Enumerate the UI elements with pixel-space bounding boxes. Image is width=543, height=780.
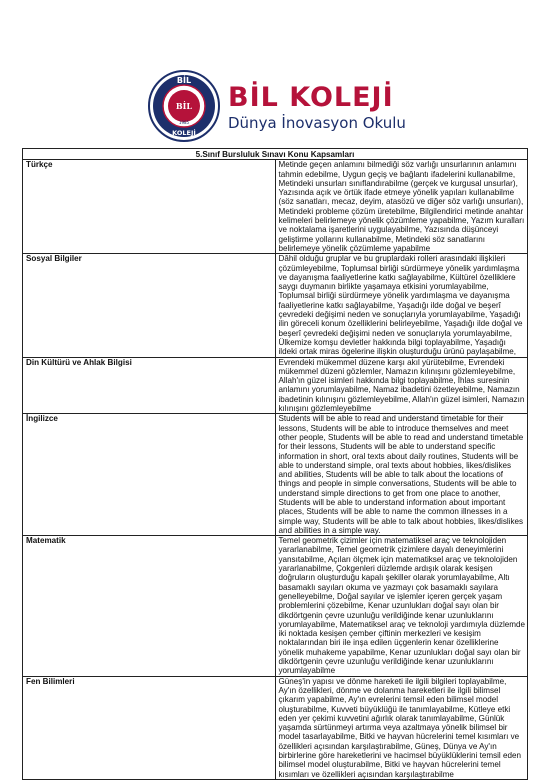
table-title-row [23,149,528,160]
subject-cell: Fen Bilimleri [23,676,276,779]
table-row-sosyal [23,254,528,357]
table-row-fen [23,676,528,779]
logo-ring-text: BİL [176,76,192,85]
content-cell: Metinde geçen anlamını bilmediği söz varlığı unsurlarının anlamını tahmin edebilme, Uygun geçiş ve bağlantı ifadelerini kullanabilme, Metindeki unsurları sınıflandırabilme (gerçek ve kurgusal unsurlar), Yazısında açık ve örtük ifade etmeye yönelik yapıları kullanabilme (söz sanatları, mecaz, deyim, atasözü ve diğer söz varlığı unsurları), Metindeki probleme çözüm üretebilme, Bilgilendirici metinde anahtar kelimeleri belirlemeye yönelik çözümleme yapabilme, Yazım kuralları ve noktalama işaretlerini uygulayabilme, Yazısında düşünceyi geliştirme yollarını kullanabilme, Metindeki söz sanatlarını belirlemeye yönelik çözümleme yapabilme [275,160,528,254]
logo-center-text: BİL [175,101,193,111]
brand-tagline: Dünya İnovasyon Okulu [228,114,406,132]
content-cell: Students will be able to read and understand timetable for their lessons, Students will be able to introduce themselves and meet other people, Students will be able to read and understand timetable for their lessons, Students will be able to understand specific information in short, oral texts about daily routines, Students will be able to understand simple, oral texts about hobbies, likes/dislikes and abilities, Students will be able to talk about the locations of things and people in simple conversations, Students will be able to understand simple directions to get from one place to another, Students will be able to understand information about important places, Students will be able to name the common illnesses in a simple way, Students will be able to talk about hobbies, likes/dislikes and abilities in a simple way. [275,414,528,536]
curriculum-table [22,148,528,780]
content-cell: Evrendeki mükemmel düzene karşı akıl yürütebilme, Evrendeki mükemmel düzeni gözlemler, Namazın kılınışını gözlemleyebilme, Allah'ın güzel isimleri hakkında bilgi toplayabilme, İhlas suresinin anlamını yorumlayabilme, Namaz ibadetini özetleyebilme, Namazın ibadetinin kılınışını gözlemleyebilme, Allah'ın güzel isimleri, Namazın kılınışını gözlemleyebilme [275,357,528,414]
subject-cell: Türkçe [23,160,276,254]
table-row-ingilizce [23,414,528,536]
page-header [0,0,543,148]
table-row-din [23,357,528,414]
content-cell: Temel geometrik çizimler için matematiksel araç ve teknolojiden yararlanabilme, Temel geometrik çizimlere dayalı deneyimlerini yansıtabilme, Açıları ölçmek için matematiksel araç ve teknolojiden yararlanabilme, Çokgenleri düzlemde ardışık olarak kesişen doğruların oluşturduğu kapalı şekiller olarak yorumlayabilme, Altı basamaklı sayıları okuma ve yazmayı çok basamaklı sayılara genelleyebilme, Doğal sayılar ve işlemler içeren gerçek yaşam problemlerini çözebilme, Kenar uzunlukları doğal sayı olan bir dikdörtgenin çevre uzunluğu verildiğinde kenar uzunluklarını yorumlayabilme, Matematiksel araç ve teknoloji yardımıyla düzlemde iki noktada kesişen çember çiftinin merkezleri ve kesişim noktalarından biri ile inşa edilen üçgenlerin kenar özelliklerine yönelik muhakeme yapabilme, Kenar uzunlukları doğal sayı olan bir dikdörtgenin çevre uzunluğu verildiğinde kenar uzunluklarını yorumlayabilme [275,536,528,676]
brand-name: BİL KOLEJİ [228,82,394,113]
table-title: 5.Sınıf Bursluluk Sınavı Konu Kapsamları [23,149,528,160]
bil-koleji-logo [148,70,220,142]
subject-cell: Sosyal Bilgiler [23,254,276,357]
subject-cell: Matematik [23,536,276,676]
subject-cell: Din Kültürü ve Ahlak Bilgisi [23,357,276,414]
table-row-turkce [23,160,528,254]
logo-bottom-text: KOLEJİ [172,129,196,137]
content-cell: Dâhil olduğu gruplar ve bu gruplardaki rolleri arasındaki ilişkileri çözümleyebilme, Toplumsal birliği sürdürmeye yönelik yardımlaşma ve dayanışma faaliyetlerine katkı sağlayabilme, Kültürel özelliklere saygı duymanın birlikte yaşamaya etkisini yorumlayabilme, Toplumsal birliği sürdürmeye yönelik yardımlaşma ve dayanışma faaliyetlerine katkı sağlayabilme, Yaşadığı ilde doğal ve beşerî çevredeki değişimi neden ve sonuçlarıyla yorumlayabilme, Yaşadığı ilin göreceli konum özelliklerini belirleyebilme, Yaşadığı ilde doğal ve beşerî çevredeki değişimi neden ve sonuçlarıyla yorumlayabilme, Ülkemize komşu devletler hakkında bilgi toplayabilme, Yaşadığı ildeki ortak miras ögelerine ilişkin oluşturduğu ürünü paylaşabilme, [275,254,528,357]
brand-block [228,84,406,132]
logo-year: 1985 [178,120,190,125]
subject-cell: İngilizce [23,414,276,536]
content-cell: Güneş'in yapısı ve dönme hareketi ile ilgili bilgileri toplayabilme, Ay'ın özellikleri, dönme ve dolanma hareketleri ile ilgili bilimsel çıkarım yapabilme, Ay'ın evrelerini temsil eden bilimsel model oluşturabilme, Kuvveti büyüklüğü ile tanımlayabilme, Kütleye etki eden yer çekimi kuvvetini ağırlık olarak tanımlayabilme, Günlük yaşamda sürtünmeyi artırma veya azaltmaya yönelik bilimsel bir model tasarlayabilme, Bitki ve hayvan hücrelerini temel kısımları ve özellikleri açısından karşılaştırabilme, Güneş, Dünya ve Ay'ın birbirlerine göre hareketlerini ve hacimsel büyüklüklerini temsil eden bilimsel model oluşturabilme, Bitki ve hayvan hücrelerini temel kısımları ve özellikleri açısından karşılaştırabilme [275,676,528,779]
table-row-matematik [23,536,528,676]
